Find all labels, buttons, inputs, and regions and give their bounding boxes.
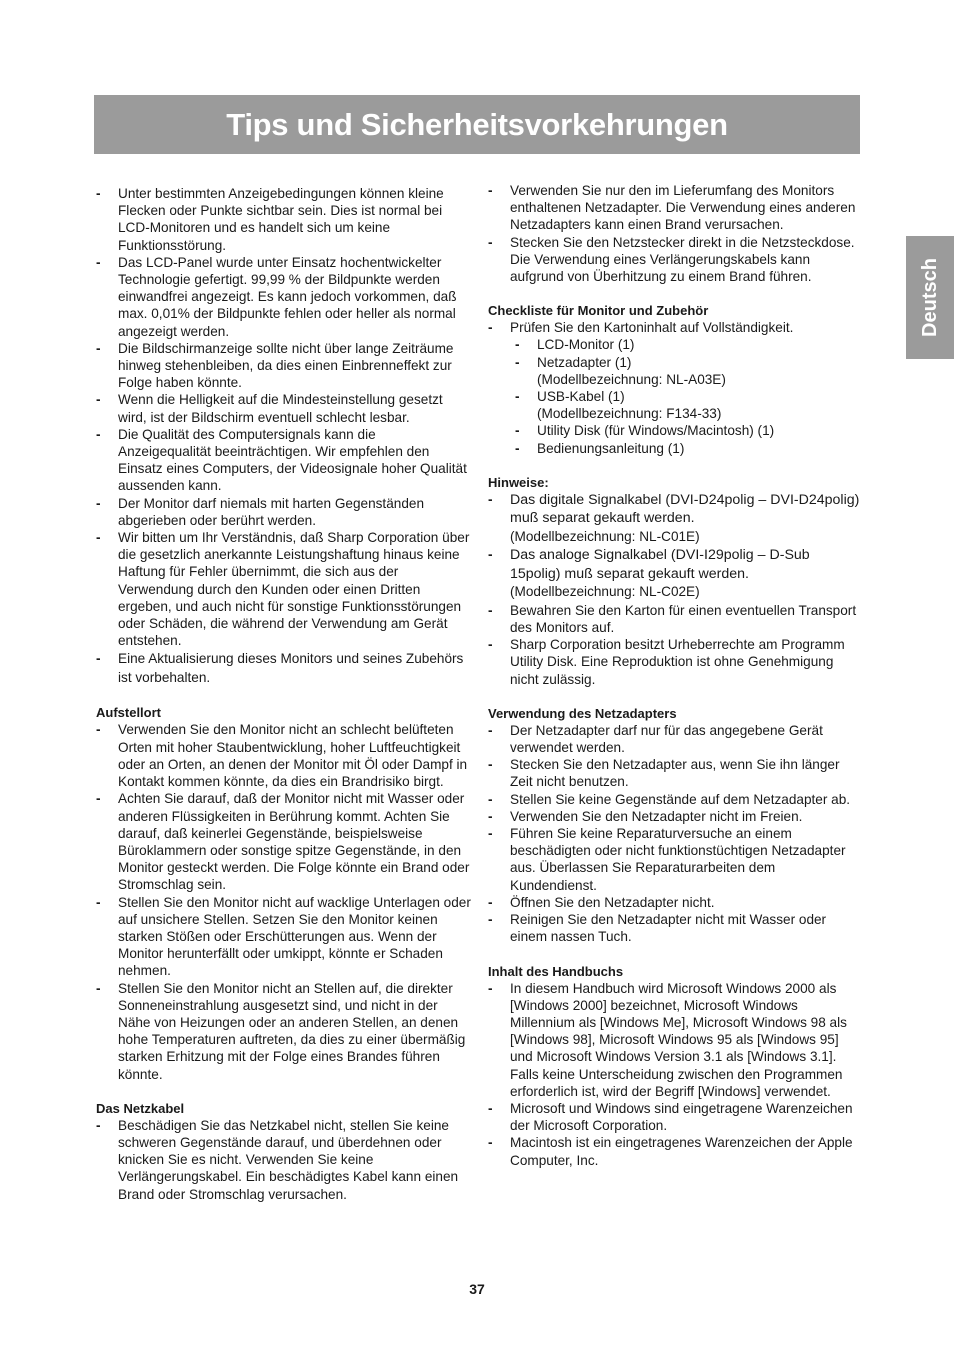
list-item	[515, 422, 863, 439]
section-heading-handbuch: Inhalt des Handbuchs	[488, 963, 624, 979]
item-text: - LCD-Monitor (1)	[537, 337, 635, 353]
page-title: Tips und Sicherheitsvorkehrungen	[226, 106, 728, 142]
list-item	[515, 354, 863, 388]
list-item	[488, 602, 863, 636]
list-item: - Stellen Sie den Monitor nicht an Stellen auf, die direkter Sonneneinstrahlung ausgesetzt sind, und nicht in der Nähe von Heizungen oder an anderen Stellen, an denen hohe Temperaturen auftreten, da dies zu einer übermäßig starken Erhitzung mit der Folge eines Brandes führen könnte.	[96, 980, 471, 1083]
list-item: - Microsoft und Windows sind eingetragene Warenzeichen der Microsoft Corporation.	[488, 1100, 863, 1134]
section-heading-aufstellort: Aufstellort	[96, 705, 161, 721]
checkliste-list	[488, 319, 863, 336]
section-heading-checkliste: Checkliste für Monitor und Zubehör	[488, 303, 709, 319]
list-item: - Unter bestimmten Anzeigebedingungen können kleine Flecken oder Punkte sichtbar sein. Dies ist normal bei LCD-Monitoren und es handelt sich um keine Funktionsstörung.	[96, 185, 471, 254]
netzkabel-list	[96, 1117, 471, 1203]
list-item	[488, 546, 863, 602]
section-heading-netzkabel: Das Netzkabel	[96, 1100, 185, 1116]
item-text: - Sharp Corporation besitzt Urheberrechte am Programm Utility Disk. Eine Reproduktion ist ohne Genehmigung nicht zulässig.	[510, 637, 845, 687]
list-item: - Reinigen Sie den Netzadapter nicht mit Wasser oder einem nassen Tuch.	[488, 911, 863, 945]
list-item: - Stellen Sie keine Gegenstände auf dem Netzadapter ab.	[488, 791, 863, 808]
left-column	[96, 185, 471, 1203]
model-note: (Modellbezeichnung: NL-A03E)	[537, 371, 726, 387]
list-item: - Verwenden Sie nur den im Lieferumfang des Monitors enthaltenen Netzadapter. Die Verwendung eines anderen Netzadapters kann einen Brand verursachen.	[488, 182, 863, 234]
section-heading-netzadapter: Verwendung des Netzadapters	[488, 705, 677, 721]
list-item: - Wir bitten um Ihr Verständnis, daß Sharp Corporation über die gesetzlich anerkannte Leistungshaftung hinaus keine Haftung für Fehler übernimmt, die sich aus der Verwendung durch den Kunden oder einen Dritten ergeben, und auch nicht für sonstige Funktionsstörungen oder Schäden, die während der Verwendung am Gerät entstehen.	[96, 529, 471, 649]
language-tab	[906, 236, 954, 359]
list-item: - Das LCD-Panel wurde unter Einsatz hochentwickelter Technologie gefertigt. 99,99 % der Bildpunkte werden einwandfrei angezeigt. Es kann jedoch vorkommen, daß max. 0,01% der Bildpunkte fehlen oder heller als normal angezeigt werden.	[96, 254, 471, 340]
language-tab-label: Deutsch	[918, 258, 941, 337]
model-note: (Modellbezeichnung: F134-33)	[537, 406, 722, 422]
list-item	[488, 491, 863, 547]
list-item	[488, 319, 863, 336]
list-item	[515, 336, 863, 353]
list-item: - Stellen Sie den Monitor nicht auf wacklige Unterlagen oder auf unsichere Stellen. Setzen Sie den Monitor keinen starken Stößen oder Erschütterungen aus. Wenn der Monitor herunterfällt oder umkippt, könnte er Schaden nehmen.	[96, 894, 471, 980]
list-item: - In diesem Handbuch wird Microsoft Windows 2000 als [Windows 2000] bezeichnet, Microsoft Windows Millennium als [Windows Me], Microsoft Windows 98 als [Windows 98], Microsoft Windows 95 als [Windows 95] und Microsoft Windows Version 3.1 als [Windows 3.1]. Falls keine Unterscheidung zwischen den Programmen erforderlich ist, wird der Begriff [Windows] verwendet.	[488, 980, 863, 1100]
list-item: - Stecken Sie den Netzstecker direkt in die Netzsteckdose. Die Verwendung eines Verlängerungskabels kann aufgrund von Überhitzung zu einem Brand führen.	[488, 234, 863, 286]
list-item: - Eine Aktualisierung dieses Monitors und seines Zubehörs ist vorbehalten.	[96, 649, 471, 687]
list-item: - Der Netzadapter darf nur für das angegebene Gerät verwendet werden.	[488, 722, 863, 756]
item-text: - Das analoge Signalkabel (DVI-I29polig – D-Sub 15polig) muß separat gekauft werden.	[510, 547, 810, 582]
list-item	[488, 636, 863, 688]
list-item: - Macintosh ist ein eingetragenes Warenzeichen der Apple Computer, Inc.	[488, 1134, 863, 1168]
list-item: - Führen Sie keine Reparaturversuche an einem beschädigten oder nicht funktionstüchtigen Netzadapter aus. Überlassen Sie Reparaturarbeiten dem Kundendienst.	[488, 825, 863, 894]
item-text: - Bedienungsanleitung (1)	[537, 440, 685, 456]
list-item: - Stecken Sie den Netzadapter aus, wenn Sie ihn länger Zeit nicht benutzen.	[488, 756, 863, 790]
list-item: - Die Bildschirmanzeige sollte nicht über lange Zeiträume hinweg stehenbleiben, da dies einen Einbrenneffekt zur Folge haben könnte.	[96, 340, 471, 392]
list-item: - Achten Sie darauf, daß der Monitor nicht mit Wasser oder anderen Flüssigkeiten in Berührung kommt. Achten Sie darauf, daß keinerlei Gegenstände, beispielsweise Büroklammern oder sonstige spitze Gegenstände, in den Monitor gesteckt werden. Die Folge könnte ein Brand oder Stromschlag sein.	[96, 790, 471, 893]
aufstellort-list	[96, 721, 471, 1082]
model-note: (Modellbezeichnung: NL-C01E)	[510, 528, 700, 544]
item-text: - USB-Kabel (1)	[537, 389, 625, 405]
list-item	[515, 388, 863, 422]
adapter-intro-list	[488, 182, 863, 285]
item-text: - Netzadapter (1)	[537, 354, 632, 370]
hinweise-list	[488, 491, 863, 688]
list-item: - Verwenden Sie den Monitor nicht an schlecht belüfteten Orten mit hoher Staubentwicklung, hoher Luftfeuchtigkeit oder an Orten, an denen der Monitor mit Öl oder Dampf in Kontakt kommen könnte, da dies ein Brandrisiko birgt.	[96, 721, 471, 790]
section-heading-hinweise: Hinweise:	[488, 474, 549, 490]
model-note: (Modellbezeichnung: NL-C02E)	[510, 584, 700, 600]
item-text: - Bewahren Sie den Karton für einen eventuellen Transport des Monitors auf.	[510, 602, 857, 636]
page-number: 37	[469, 1281, 485, 1297]
right-column	[488, 182, 863, 1169]
list-item: - Wenn die Helligkeit auf die Mindesteinstellung gesetzt wird, ist der Bildschirm eventuell schlecht lesbar.	[96, 391, 471, 425]
checkliste-lead: - Prüfen Sie den Kartoninhalt auf Vollständigkeit.	[510, 320, 794, 336]
checkliste-sub-list	[488, 336, 863, 456]
list-item: - Öffnen Sie den Netzadapter nicht.	[488, 894, 863, 911]
list-item: - Die Qualität des Computersignals kann die Anzeigequalität beeinträchtigen. Wir empfehlen den Einsatz eines Computers, der Videosignale hoher Qualität aussenden kann.	[96, 426, 471, 495]
page-title-bar	[94, 95, 860, 154]
list-item	[515, 440, 863, 457]
list-item: - Der Monitor darf niemals mit harten Gegenständen abgerieben oder berührt werden.	[96, 495, 471, 529]
intro-list	[96, 185, 471, 687]
item-text: - Das digitale Signalkabel (DVI-D24polig – DVI-D24polig) muß separat gekauft werden.	[510, 491, 860, 527]
netzadapter-list	[488, 722, 863, 946]
list-item: - Verwenden Sie den Netzadapter nicht im Freien.	[488, 808, 863, 825]
item-text: - Utility Disk (für Windows/Macintosh) (1)	[537, 423, 775, 439]
list-item: - Beschädigen Sie das Netzkabel nicht, stellen Sie keine schweren Gegenstände darauf, und überdehnen oder knicken Sie es nicht. Verwenden Sie keine Verlängerungskabel. Ein beschädigtes Kabel kann einen Brand oder Stromschlag verursachen.	[96, 1117, 471, 1203]
handbuch-list	[488, 980, 863, 1169]
